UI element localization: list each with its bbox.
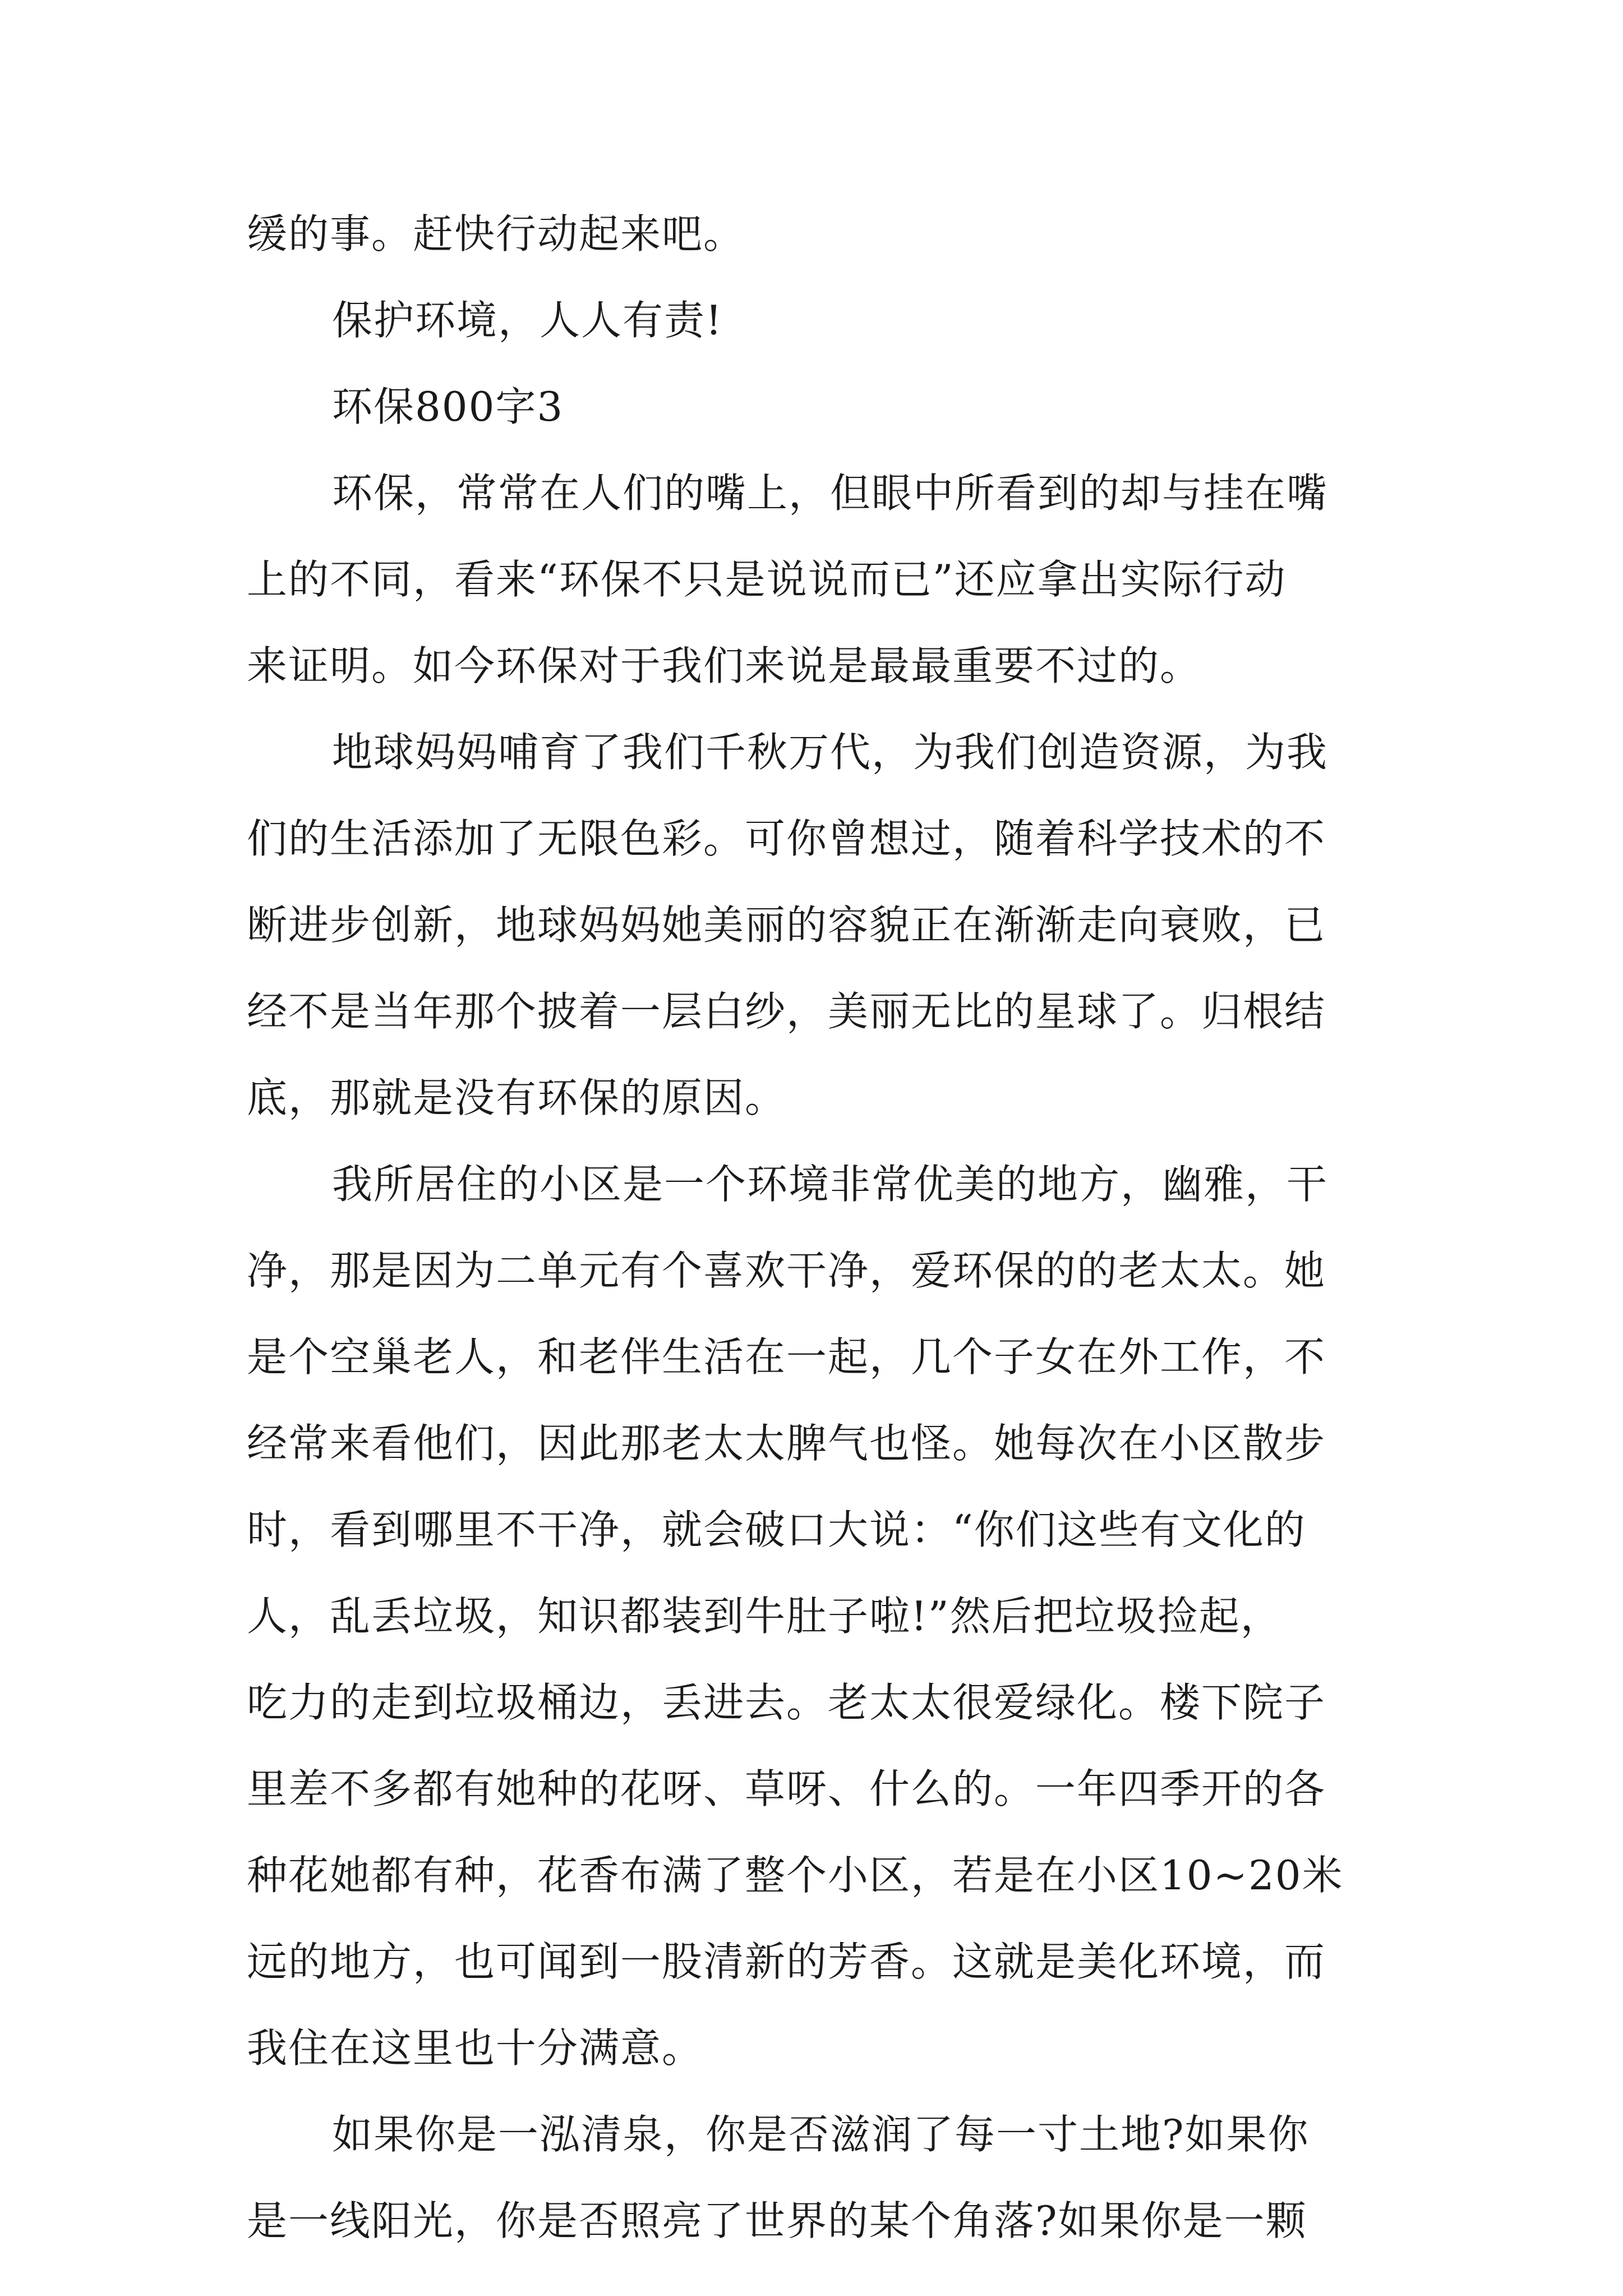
text-line: 底，那就是没有环保的原因。 [247, 1074, 787, 1121]
text-line: 保护环境，人人有责! [332, 297, 723, 344]
text-line: 们的生活添加了无限色彩。可你曾想过，随着科学技术的不 [247, 815, 1326, 862]
text-line: 环保，常常在人们的嘴上，但眼中所看到的却与挂在嘴 [332, 470, 1329, 517]
text-line: 里差不多都有她种的花呀、草呀、什么的。一年四季开的各 [247, 1765, 1326, 1812]
document-body [247, 191, 1385, 2264]
text-line: 断进步创新，地球妈妈她美丽的容貌正在渐渐走向衰败，已 [247, 901, 1326, 949]
text-line: 经不是当年那个披着一层白纱，美丽无比的星球了。归根结 [247, 988, 1326, 1035]
text-line: 地球妈妈哺育了我们千秋万代，为我们创造资源，为我 [332, 729, 1329, 776]
text-line: 我住在这里也十分满意。 [247, 2024, 704, 2072]
text-line: 是一线阳光，你是否照亮了世界的某个角落?如果你是一颗 [247, 2197, 1307, 2244]
text-line: 时，看到哪里不干净，就会破口大说：“你们这些有文化的 [247, 1506, 1306, 1553]
text-line: 人，乱丢垃圾，知识都装到牛肚子啦!”然后把垃圾捡起， [247, 1593, 1282, 1640]
text-line: 缓的事。赶快行动起来吧。 [247, 210, 745, 257]
text-line: 经常来看他们，因此那老太太脾气也怪。她每次在小区散步 [247, 1420, 1326, 1467]
text-line: 净，那是因为二单元有个喜欢干净，爱环保的的老太太。她 [247, 1247, 1326, 1294]
text-line: 上的不同，看来“环保不只是说说而已”还应拿出实际行动 [247, 556, 1287, 603]
text-line: 来证明。如今环保对于我们来说是最最重要不过的。 [247, 642, 1202, 689]
text-line: 是个空巢老人，和老伴生活在一起，几个子女在外工作，不 [247, 1333, 1326, 1381]
text-line: 如果你是一泓清泉，你是否滋润了每一寸土地?如果你 [332, 2111, 1310, 2158]
text-line: 吃力的走到垃圾桶边，丢进去。老太太很爱绿化。楼下院子 [247, 1679, 1326, 1726]
text-line: 我所居住的小区是一个环境非常优美的地方，幽雅，干 [332, 1161, 1329, 1208]
section-heading: 环保800字3 [332, 383, 564, 430]
text-line: 远的地方，也可闻到一股清新的芳香。这就是美化环境，而 [247, 1938, 1326, 1985]
text-line: 种花她都有种，花香布满了整个小区，若是在小区10~20米 [247, 1852, 1344, 1899]
